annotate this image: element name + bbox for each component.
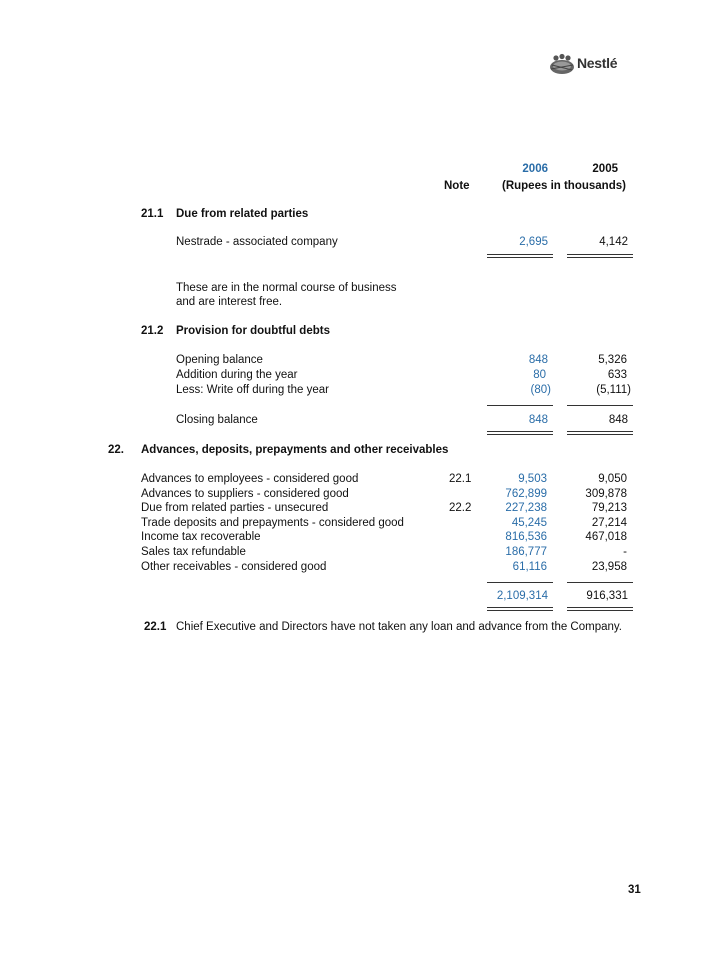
receivable-prior: 309,878 [585, 488, 627, 500]
double-rule [487, 610, 553, 611]
receivable-label: Income tax recoverable [141, 531, 261, 543]
year-current-header: 2006 [522, 163, 548, 175]
double-rule [567, 431, 633, 432]
receivable-label: Other receivables - considered good [141, 561, 327, 573]
receivable-prior: 79,213 [591, 502, 627, 514]
section-21-1-title: Due from related parties [176, 208, 309, 220]
provision-row-current: 848 [528, 354, 548, 366]
nestrade-current: 2,695 [519, 236, 548, 248]
double-rule [487, 607, 553, 608]
remark-line-2: and are interest free. [176, 296, 283, 308]
receivable-prior: 27,214 [591, 517, 627, 529]
receivable-note: 22.2 [449, 502, 472, 514]
double-rule [567, 257, 633, 258]
note-column-header: Note [444, 180, 470, 192]
double-rule [487, 431, 553, 432]
receivable-current: 61,116 [512, 561, 547, 573]
receivable-current: 816,536 [505, 531, 547, 543]
receivable-prior: 23,958 [591, 561, 627, 573]
closing-balance-label: Closing balance [176, 414, 258, 426]
provision-row-prior: 633 [607, 369, 627, 381]
subtotal-rule [567, 582, 633, 583]
receivable-label: Due from related parties - unsecured [141, 502, 329, 514]
brand-name: Nestlé [577, 55, 618, 71]
receivable-current: 9,503 [518, 473, 547, 485]
unit-header: (Rupees in thousands) [502, 180, 626, 192]
receivable-label: Advances to employees - considered good [141, 473, 359, 485]
double-rule [487, 434, 553, 435]
double-rule [567, 610, 633, 611]
closing-balance-prior: 848 [608, 414, 628, 426]
provision-row-label: Addition during the year [176, 369, 298, 381]
receivable-current: 186,777 [505, 546, 547, 558]
section-21-1-number: 21.1 [141, 208, 164, 220]
receivable-prior: - [623, 546, 627, 558]
nest-birds-icon [548, 52, 576, 76]
nestrade-prior: 4,142 [599, 236, 628, 248]
subtotal-rule [487, 582, 553, 583]
section-21-2-number: 21.2 [141, 325, 164, 337]
receivable-note: 22.1 [449, 473, 472, 485]
receivable-label: Sales tax refundable [141, 546, 246, 558]
receivable-prior: 9,050 [598, 473, 627, 485]
receivable-total-prior: 916,331 [586, 590, 628, 602]
closing-balance-current: 848 [528, 414, 548, 426]
receivable-current: 227,238 [505, 502, 547, 514]
receivable-label: Advances to suppliers - considered good [141, 488, 349, 500]
double-rule [567, 254, 633, 255]
receivable-prior: 467,018 [585, 531, 627, 543]
subtotal-rule [567, 405, 633, 406]
receivable-current: 762,899 [505, 488, 547, 500]
provision-row-current: (80) [530, 384, 551, 396]
provision-row-prior: 5,326 [598, 354, 627, 366]
double-rule [567, 434, 633, 435]
subtotal-rule [487, 405, 553, 406]
year-prior-header: 2005 [592, 163, 618, 175]
provision-row-current: 80 [533, 369, 546, 381]
provision-row-label: Less: Write off during the year [176, 384, 329, 396]
section-21-2-title: Provision for doubtful debts [176, 325, 330, 337]
note-22-1-number: 22.1 [144, 621, 167, 633]
double-rule [487, 257, 553, 258]
page-number: 31 [628, 884, 641, 896]
provision-row-label: Opening balance [176, 354, 263, 366]
receivable-total-current: 2,109,314 [496, 590, 548, 602]
nestrade-label: Nestrade - associated company [176, 236, 338, 248]
double-rule [487, 254, 553, 255]
provision-row-prior: (5,111) [596, 384, 631, 396]
remark-line-1: These are in the normal course of business [176, 282, 397, 294]
nestle-logo [548, 52, 632, 76]
double-rule [567, 607, 633, 608]
note-22-1-text: Chief Executive and Directors have not taken any loan and advance from the Company. [176, 621, 622, 633]
receivable-label: Trade deposits and prepayments - considered good [141, 517, 404, 529]
receivable-current: 45,245 [511, 517, 547, 529]
section-22-title: Advances, deposits, prepayments and other receivables [141, 444, 449, 456]
section-22-number: 22. [108, 444, 124, 456]
